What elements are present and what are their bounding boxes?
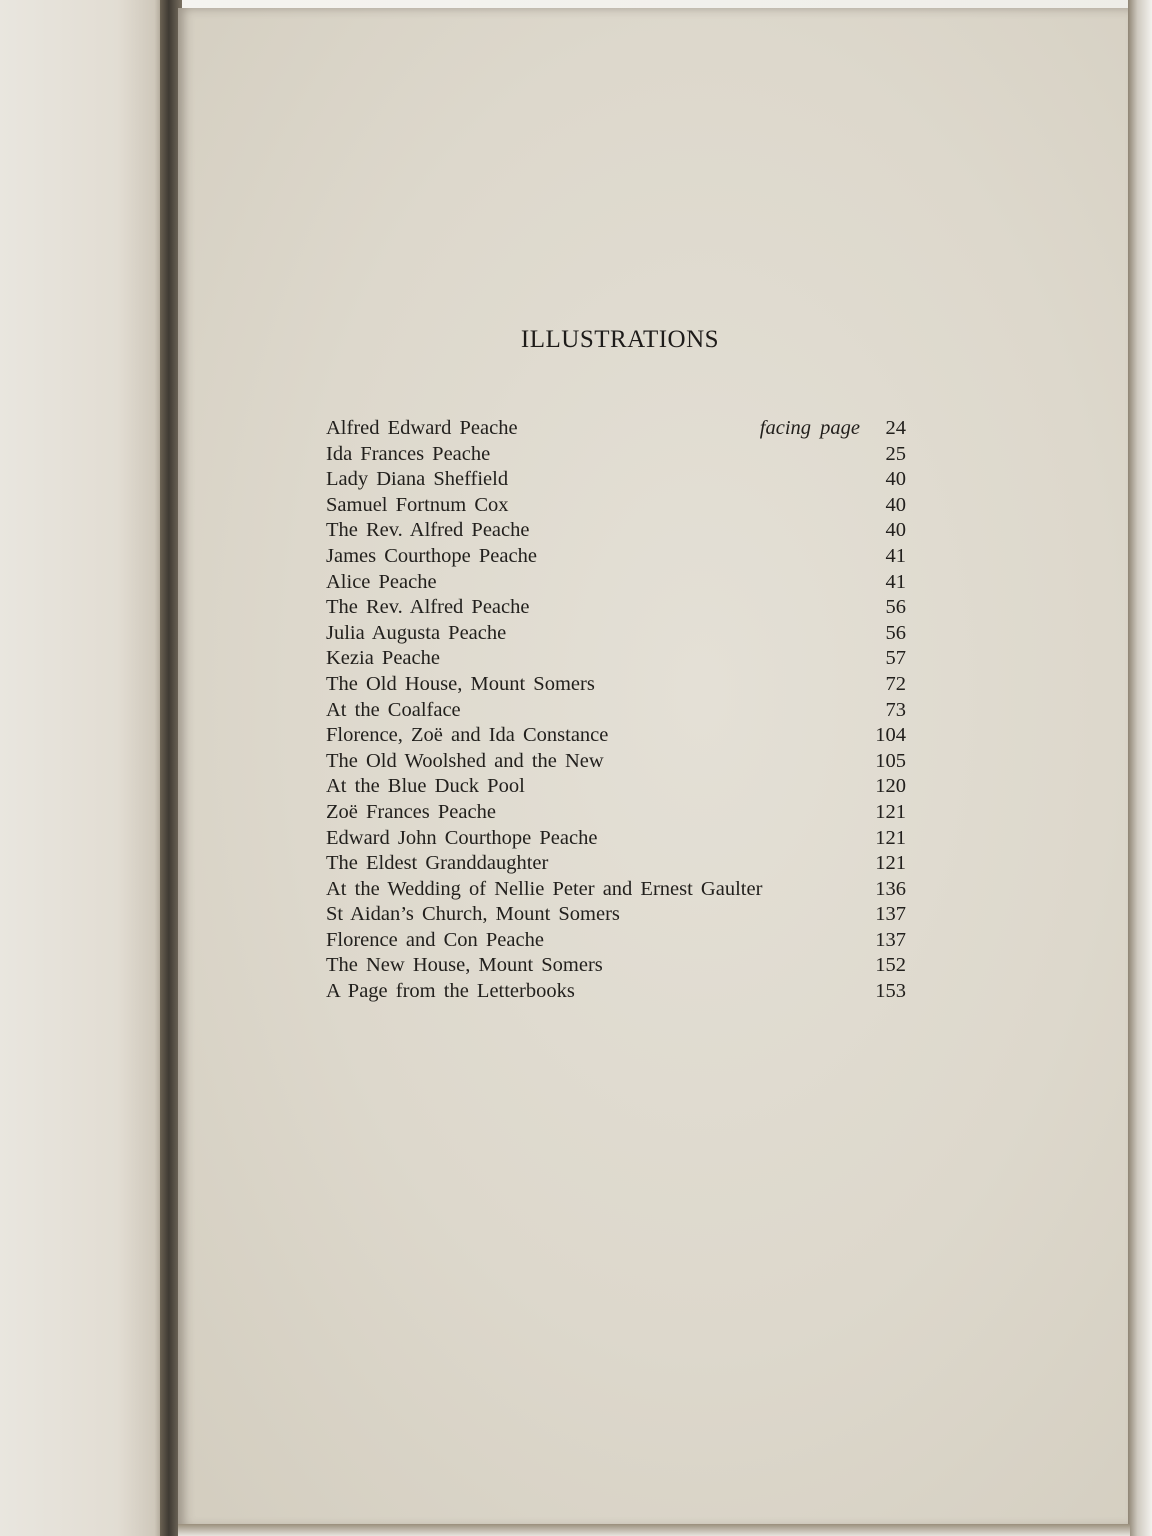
page-ref [872, 467, 906, 493]
list-item [326, 979, 906, 1005]
illustration-title: Florence and Con Peache [326, 928, 544, 951]
list-item [326, 826, 906, 852]
illustration-title: Alice Peache [326, 570, 437, 593]
page-ref [872, 800, 906, 826]
list-item [326, 902, 906, 928]
page-number: 136 [875, 877, 906, 900]
page-ref [872, 877, 906, 903]
page-number: 41 [885, 570, 906, 593]
illustrations-list [326, 416, 906, 1005]
list-item [326, 774, 906, 800]
list-item [326, 595, 906, 621]
page-number: 41 [885, 544, 906, 567]
page-number: 121 [875, 800, 906, 823]
page-number: 137 [875, 928, 906, 951]
page-ref [872, 902, 906, 928]
list-item [326, 442, 906, 468]
list-item [326, 877, 906, 903]
page-ref [872, 544, 906, 570]
illustration-title: Ida Frances Peache [326, 442, 491, 465]
page-number: 121 [875, 852, 906, 875]
page-ref [872, 826, 906, 852]
page-number: 56 [885, 621, 906, 644]
page-ref [872, 774, 906, 800]
page-ref [872, 518, 906, 544]
illustration-title: At the Blue Duck Pool [326, 775, 525, 798]
page-ref [872, 493, 906, 519]
illustration-title: Lady Diana Sheffield [326, 468, 509, 491]
page-number: 121 [875, 826, 906, 849]
illustration-title: Zoë Frances Peache [326, 800, 496, 823]
page-number: 104 [875, 724, 906, 747]
page-ref [872, 979, 906, 1005]
list-item [326, 800, 906, 826]
illustration-title: The Old House, Mount Somers [326, 672, 595, 695]
page-ref [872, 928, 906, 954]
page-number: 73 [885, 698, 906, 721]
page-number: 120 [875, 775, 906, 798]
page-ref [872, 646, 906, 672]
list-item [326, 493, 906, 519]
illustration-title: James Courthope Peache [326, 544, 537, 567]
illustration-title: Alfred Edward Peache [326, 417, 518, 439]
illustration-title: The Old Woolshed and the New [326, 749, 604, 772]
page-ref [872, 698, 906, 724]
page-title: ILLUSTRATIONS [520, 326, 720, 353]
right-page-edge [1128, 0, 1152, 1536]
list-item [326, 672, 906, 698]
list-item [326, 518, 906, 544]
page-number: 72 [885, 672, 906, 695]
list-item [326, 544, 906, 570]
page-ref [760, 416, 906, 442]
illustration-title: At the Wedding of Nellie Peter and Ernest Gaulter [326, 877, 763, 900]
illustration-title: The Rev. Alfred Peache [326, 596, 530, 619]
list-item [326, 646, 906, 672]
list-item [326, 749, 906, 775]
page-ref [872, 672, 906, 698]
illustration-title: Kezia Peache [326, 647, 440, 670]
illustration-title: The New House, Mount Somers [326, 954, 603, 977]
page-number: 57 [885, 647, 906, 670]
illustration-title: Florence, Zoë and Ida Constance [326, 724, 609, 747]
bottom-page-edge [178, 1524, 1130, 1536]
illustration-title: At the Coalface [326, 698, 461, 721]
list-item [326, 570, 906, 596]
page-ref [872, 621, 906, 647]
list-item [326, 621, 906, 647]
page-ref [872, 723, 906, 749]
page-number: 40 [885, 493, 906, 516]
list-item [326, 467, 906, 493]
list-item [326, 416, 906, 442]
page-number: 56 [885, 596, 906, 619]
illustration-title: A Page from the Letterbooks [326, 980, 575, 1003]
list-item [326, 851, 906, 877]
page-ref [872, 851, 906, 877]
page-number: 152 [875, 954, 906, 977]
page-ref [872, 442, 906, 468]
list-item [326, 698, 906, 724]
illustration-title: Edward John Courthope Peache [326, 826, 598, 849]
page-number: 105 [875, 749, 906, 772]
illustration-title: Samuel Fortnum Cox [326, 493, 509, 516]
list-item [326, 723, 906, 749]
page-number: 24 [885, 417, 906, 439]
illustration-title: The Eldest Granddaughter [326, 852, 549, 875]
page-ref [872, 749, 906, 775]
page-number: 40 [885, 468, 906, 491]
illustration-title: St Aidan’s Church, Mount Somers [326, 903, 620, 926]
page-ref [872, 595, 906, 621]
illustration-title: The Rev. Alfred Peache [326, 519, 530, 542]
facing-page-label: facing page [759, 417, 860, 439]
page-number: 25 [885, 442, 906, 465]
page-ref [872, 953, 906, 979]
page-number: 153 [875, 980, 906, 1003]
page-number: 40 [885, 519, 906, 542]
page-number: 137 [875, 903, 906, 926]
illustration-title: Julia Augusta Peache [326, 621, 507, 644]
list-item [326, 928, 906, 954]
left-page-edge [0, 0, 168, 1536]
page-ref [872, 570, 906, 596]
list-item [326, 953, 906, 979]
